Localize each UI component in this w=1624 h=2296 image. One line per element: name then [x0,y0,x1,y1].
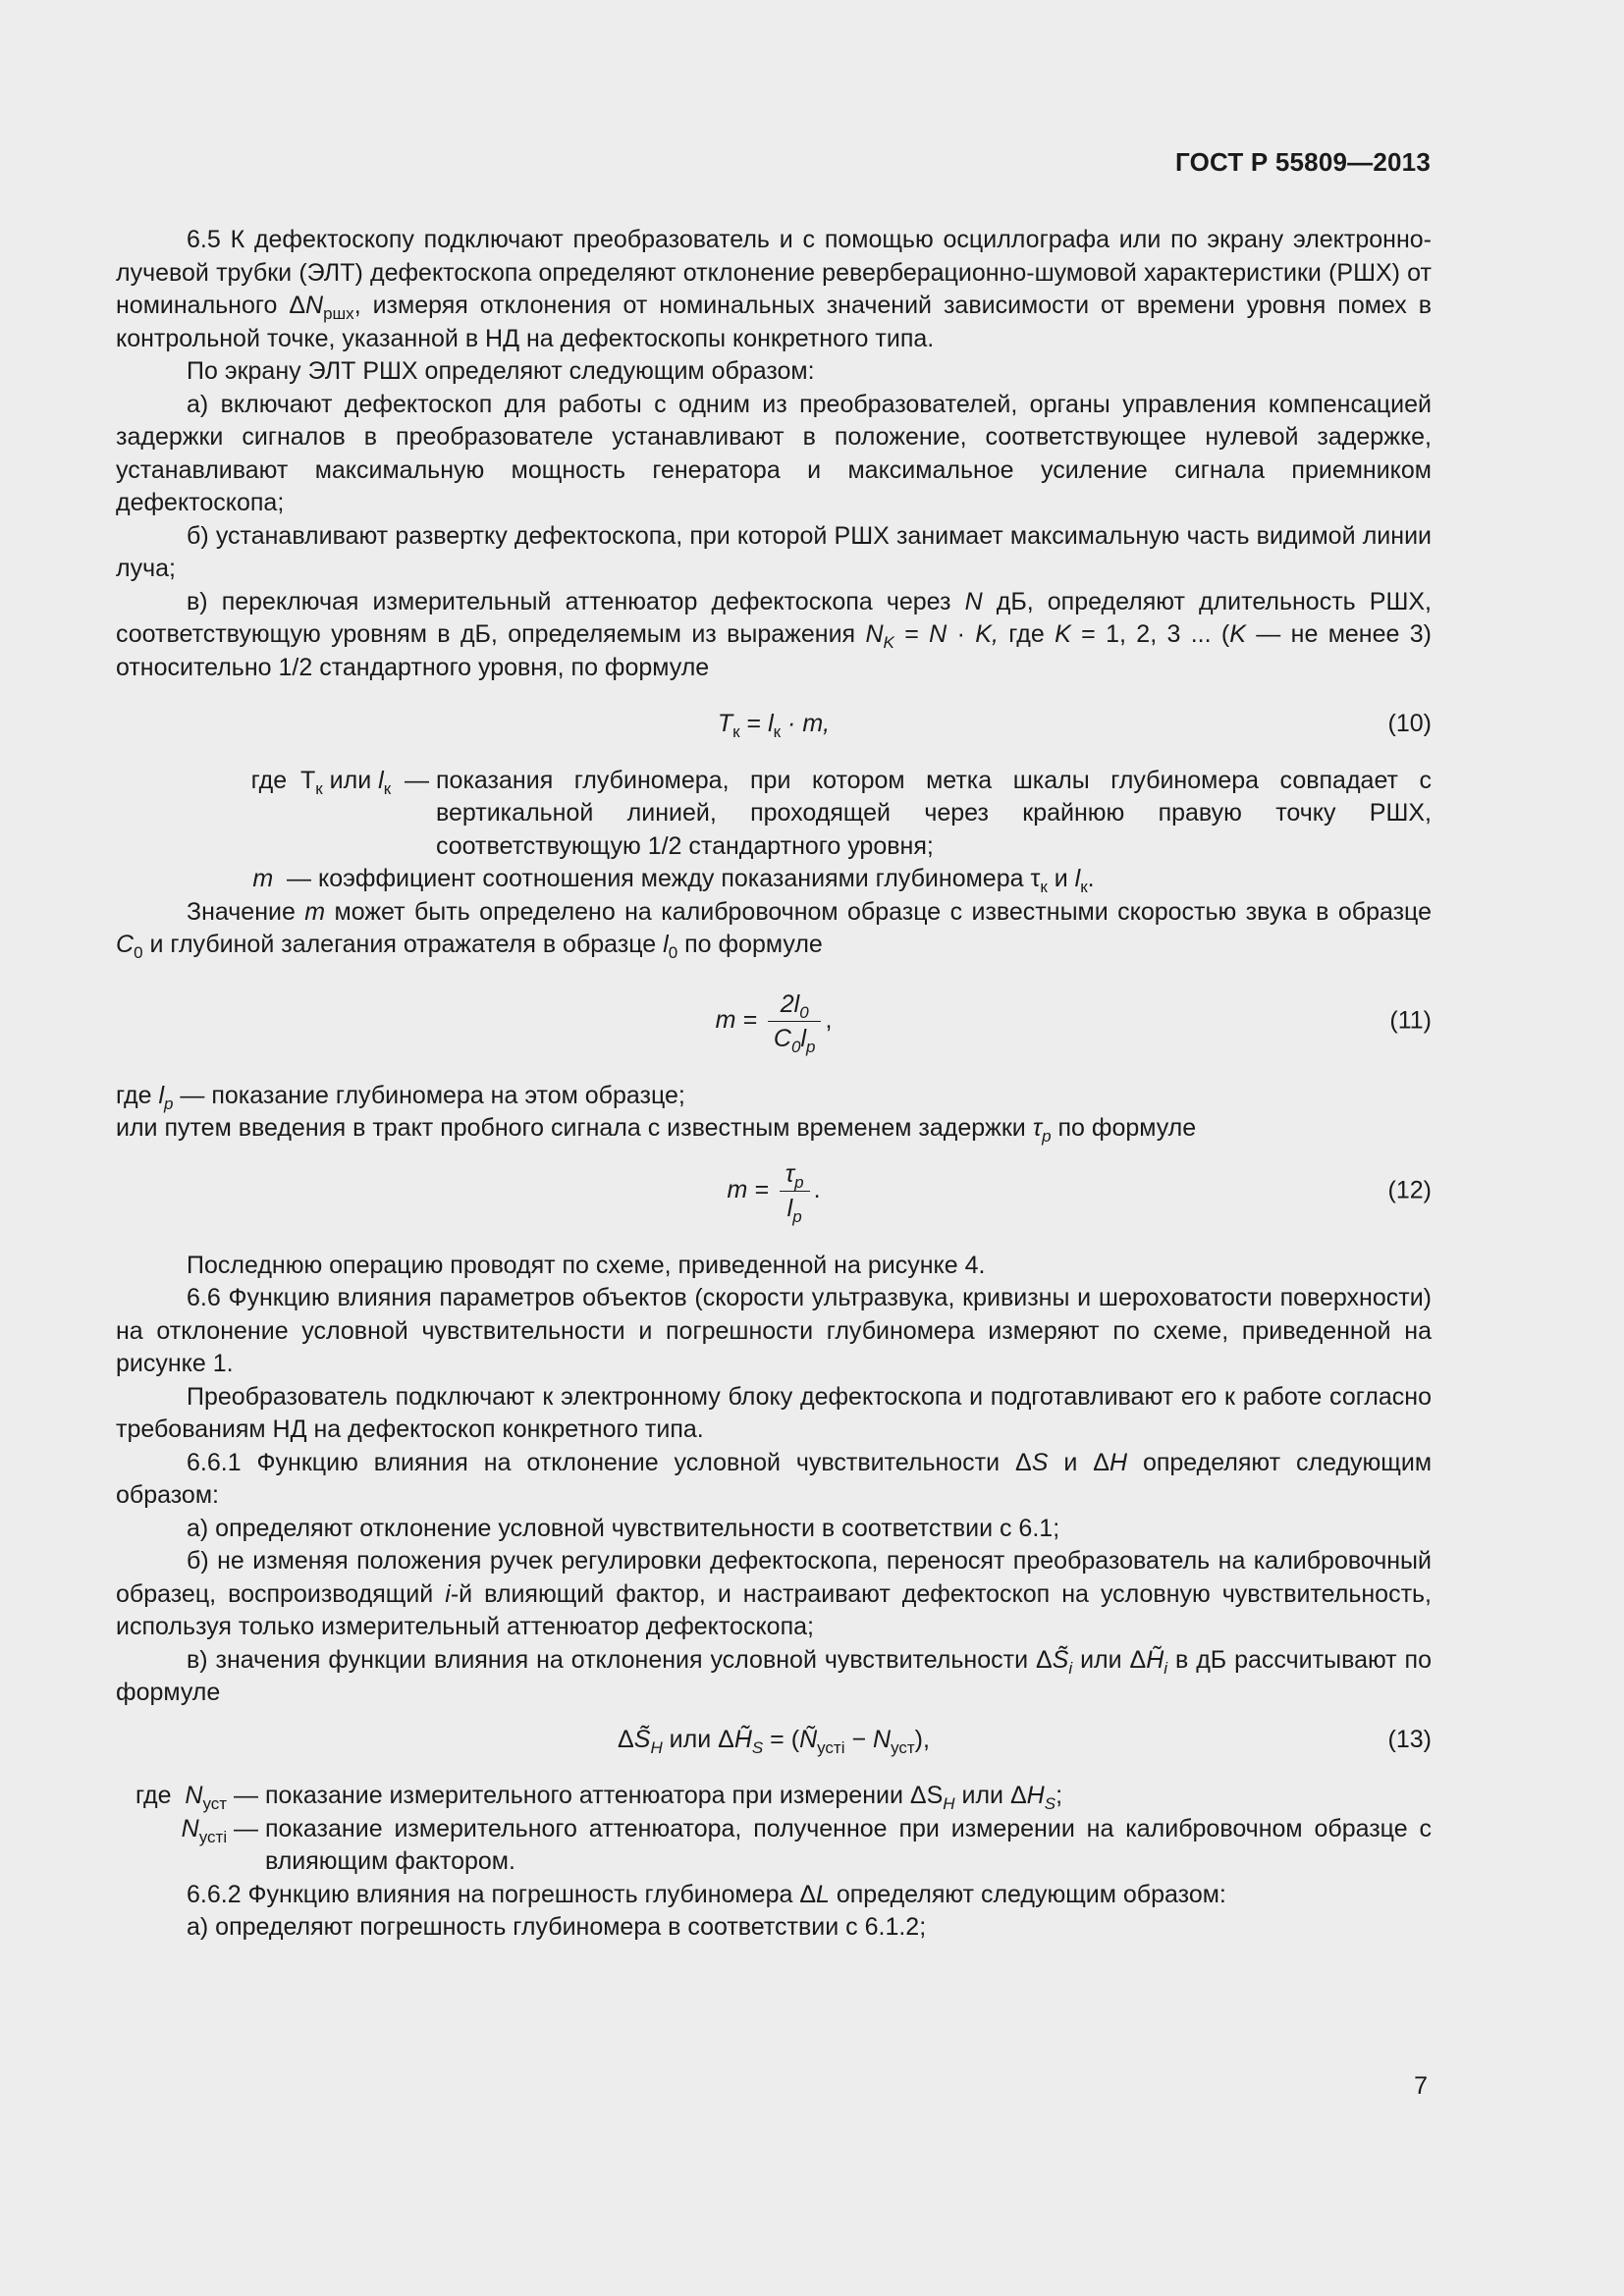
list-item-6-6-1-b: б) не изменяя положения ручек регулировки дефектоскопа, переносят преобразователь на калибровочный образец, воспроизводящий i-й влияющий фактор, и настраивают дефектоскоп на условную чувствительность, используя только измерительный аттенюатор дефектоскопа; [116,1547,1432,1640]
paragraph-6-6: 6.6 Функцию влияния параметров объектов (скорости ультразвука, кривизны и шероховатости поверхности) на отклонение условной чувствительности и погрешности глубиномера измеряют по схеме, приведенной на рисунке 1. [116,1284,1432,1377]
list-item-a: а) включают дефектоскоп для работы с одним из преобразователей, органы управления компенсацией задержки сигналов в преобразователе устанавливают в положение, соответствующее нулевой задержке, устанавливают максимальную мощность генератора и максимальное усиление сигнала приемником дефектоскопа; [116,390,1432,516]
document-body [116,224,1432,1945]
paragraph-converter: Преобразователь подключают к электронному блоку дефектоскопа и подготавливают его к работе согласно требованиям НД на дефектоскоп конкретного типа. [116,1382,1432,1443]
formula-number: (13) [1387,1725,1432,1753]
list-item-6-6-1-v: в) значения функции влияния на отклонения условной чувствительности $\Delta S̃_i$ или $\Delta H̃_i$ в дБ рассчитывают по формуле [116,1645,1432,1706]
definition-n-ust-i: $N_{устi}$ — показание измерительного аттенюатора, полученное при измерении на калибровочном образце с влияющим фактором. [181,1814,1432,1875]
fraction: $\frac{2l_0}{C_0l_p}$ [768,989,822,1053]
paragraph-or: или путем введения в тракт пробного сигнала с известным временем задержки $\tau_p$ по формуле [116,1114,1197,1146]
fraction: $\frac{\tau_p}{l_p}$ [780,1159,810,1223]
formula-10: $T_к = l_к \cdot m$, (10) [717,710,1432,741]
definition-m: m — коэффициент соотношения между показаниями глубиномера $\tau_к$ и $l_к$. [252,865,1095,896]
definition-tk: где $T_к$ или $l_к$ — показания глубиномера, при котором метка шкалы глубиномера совпадает с вертикальной линией, проходящей через крайнюю правую точку РШХ, соответствующую 1/2 стандартного уровня; [250,766,1432,860]
formula-number: (11) [1389,1006,1432,1034]
list-item-6-6-1-a: а) определяют отклонение условной чувствительности в соответствии с 6.1; [187,1514,1060,1542]
formula-12: m = $\frac{\tau_p}{l_p}$ . (12) [727,1160,1432,1227]
paragraph-6-6-1: 6.6.1 Функцию влияния на отклонение условной чувствительности ΔS и ΔH определяют следующим образом: [116,1448,1433,1509]
formula-number: (10) [1387,710,1432,737]
paragraph-value-m: Значение m может быть определено на калибровочном образце с известными скоростью звука в образце $C_0$ и глубиной залегания отражателя в образце $l_0$ по формуле [116,897,1433,962]
formula-number: (12) [1387,1176,1432,1203]
page-number: 7 [1414,2072,1428,2100]
formula-13: $\Delta S̃_H$ или $\Delta H̃_S$ = $(Ñ_{устi} - N_{уст})$, (13) [618,1725,1432,1757]
list-item-6-6-2-a: а) определяют погрешность глубиномера в соответствии с 6.1.2; [187,1913,927,1941]
paragraph-screen: По экрану ЭЛТ РШХ определяют следующим образом: [187,357,815,385]
list-item-v: в) переключая измерительный аттенюатор дефектоскопа через N дБ, определяют длительность РШХ, соответствующую уровням в дБ, определяемым из выражения $N_K = N \cdot K$, где K = 1, 2, 3 ... (K — не менее 3) относительно 1/2 стандартного уровня, по формуле [116,587,1433,681]
list-item-b: б) устанавливают развертку дефектоскопа, при которой РШХ занимает максимальную часть видимой линии луча; [116,521,1432,582]
formula-11: m = $\frac{2l_0}{C_0l_p}$ , (11) [715,990,1432,1057]
paragraph-6-6-2: 6.6.2 Функцию влияния на погрешность глубиномера ΔL определяют следующим образом: [187,1880,1226,1908]
paragraph-last-operation: Последнюю операцию проводят по схеме, приведенной на рисунке 4. [187,1251,986,1279]
definition-lp: где $l_p$ — показание глубиномера на этом образце; [116,1081,685,1113]
paragraph-6-5: 6.5 К дефектоскопу подключают преобразователь и с помощью осциллографа или по экрану электронно-лучевой трубки (ЭЛТ) дефектоскопа определяют отклонение реверберационно-шумовой характеристики (РШХ) от номинального $\Delta N_{ршх}$, измеряя отклонения от номинальных значений зависимости от времени уровня помех в контрольной точке, указанной в НД на дефектоскопы конкретного типа. [116,226,1433,352]
document-code: ГОСТ Р 55809—2013 [1175,147,1431,177]
definition-n-ust: где $N_{уст}$ — показание измерительного аттенюатора при измерении $\Delta S_H$ или $\Delta H_S$; [135,1782,1063,1813]
